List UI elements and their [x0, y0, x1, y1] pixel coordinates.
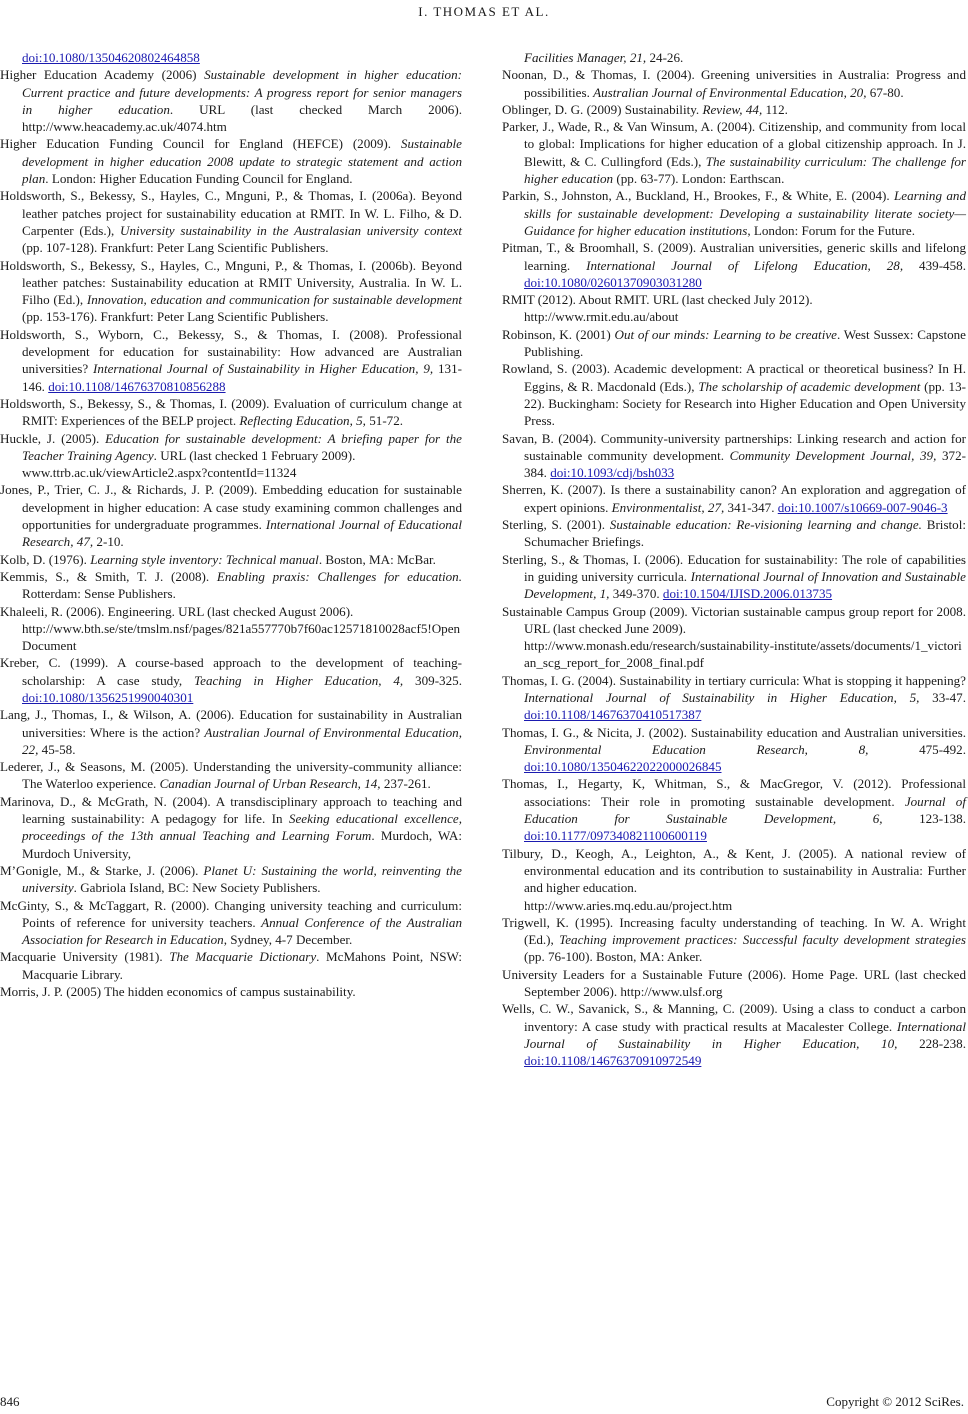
reference-text: Robinson, K. (2001) — [502, 326, 615, 342]
reference-text: Thomas, I. G., & Nicita, J. (2002). Sustainability education and Australian universities. — [502, 724, 966, 740]
reference-entry — [0, 862, 462, 897]
reference-italic-title: University sustainability in the Australasian university context — [120, 222, 463, 238]
reference-text: 112. — [762, 101, 788, 117]
reference-text: Sterling, S. (2001). — [502, 517, 610, 533]
doi-link[interactable]: doi:10.1080/1356251990040301 — [22, 689, 194, 705]
reference-text: Holdsworth, S., Bekessy, S., Hayles, C., Mnguni, P., & Thomas, I. (2006b). Beyond leather patches: Sustainability education at RMIT University, Australia. In W. L. Filho (Ed.), — [0, 257, 462, 308]
reference-text: Trigwell, K. (1995). Increasing faculty understanding of teaching. In W. A. Wright (Ed.), — [502, 914, 966, 948]
reference-entry — [0, 758, 462, 793]
reference-entry — [0, 481, 462, 550]
reference-text: Noonan, D., & Thomas, I. (2004). Greening universities in Australia: Progress and possibilities. — [502, 67, 966, 100]
reference-italic-title: Journal of Education for Sustainable Development, 6, — [524, 793, 966, 827]
reference-text: Sherren, K. (2007). Is there a sustainability canon? An exploration and aggregation of expert opinions. — [502, 482, 966, 515]
reference-text: Macquarie University (1981). — [0, 949, 170, 965]
reference-italic-title: International Journal of Lifelong Education, 28, — [586, 257, 904, 273]
reference-entry — [502, 724, 966, 776]
reference-entry — [0, 948, 462, 983]
reference-italic-title: Learning and skills for sustainable development: Developing a sustainability literate society—Guidance for higher education institutions — [524, 188, 966, 238]
reference-text: Savan, B. (2004). Community-university partnerships: Linking research and action for sustainable community development. — [502, 430, 966, 463]
reference-entry — [502, 845, 966, 897]
reference-text: RMIT (2012). About RMIT. URL (last checked July 2012). — [502, 292, 813, 308]
reference-text: 2-10. — [93, 534, 124, 550]
reference-text: Higher Education Funding Council for England (HEFCE) (2009). — [0, 136, 401, 152]
reference-entry — [0, 66, 462, 135]
reference-italic-title: Sustainable education: Re-visioning learning and change. — [609, 517, 922, 533]
reference-entry — [502, 775, 966, 844]
reference-text: University Leaders for a Sustainable Future (2006). Home Page. URL (last checked September 2006). http://www.ulsf.org — [502, 966, 966, 1000]
doi-link[interactable]: doi:10.1108/14676370910972549 — [524, 1053, 702, 1069]
reference-entry — [502, 360, 966, 429]
reference-text: Tilbury, D., Keogh, A., Leighton, A., & Kent, J. (2005). A national review of environmental education and its contribution to sustainability in Australia: Further and higher education. — [502, 845, 966, 896]
reference-text: Marinova, D., & McGrath, N. (2004). A transdisciplinary approach to teaching and learning sustainability: A pedagogy for life. In — [0, 793, 462, 827]
reference-text: 439-458. — [903, 257, 966, 273]
doi-link[interactable]: doi:10.1080/02601370903031280 — [524, 274, 702, 290]
reference-continuation — [0, 49, 462, 66]
reference-text: (pp. 107-128). Frankfurt: Peter Lang Scientific Publishers. — [22, 240, 329, 256]
reference-text: Sterling, S., & Thomas, I. (2006). Education for sustainability: The role of capabilities in guiding university curricula. — [502, 551, 966, 584]
doi-link[interactable]: doi:10.1080/13504620802464858 — [22, 50, 200, 65]
reference-url[interactable]: http://www.bth.se/ste/tmslm.nsf/pages/821a557770b7f60ac12571810028acf5!OpenDocument — [22, 620, 461, 654]
reference-entry — [502, 966, 966, 1001]
reference-italic-title: Community Development Journal, 39, — [729, 447, 937, 463]
reference-text: Huckle, J. (2005). — [0, 430, 106, 446]
reference-entry — [502, 66, 966, 101]
reference-text: Lederer, J., & Seasons, M. (2005). Understanding the university-community alliance: The Waterloo experience. — [0, 759, 462, 792]
reference-text: 33-47. — [919, 689, 966, 705]
reference-italic-title: Innovation, education and communication for sustainable development — [86, 292, 462, 308]
reference-text: , Sydney, 4-7 December. — [223, 932, 353, 948]
reference-entry — [502, 603, 966, 638]
reference-italic-title: International Journal of Sustainability in Higher Education, 9, — [93, 361, 434, 377]
reference-entry — [0, 326, 462, 395]
reference-text: Kolb, D. (1976). — [0, 551, 91, 567]
reference-italic-title: Sustainable development in higher education: Current practice and future developments: A progress report for senior managers in higher education — [22, 67, 462, 117]
references-left-column — [0, 49, 462, 1000]
reference-italic-title: Teaching in Higher Education, 4, — [194, 672, 404, 688]
reference-text: Parkin, S., Johnston, A., Buckland, H., Brookes, F., & White, E. (2004). — [502, 188, 895, 204]
reference-entry — [502, 481, 966, 516]
reference-entry — [502, 187, 966, 239]
reference-italic-title: Environmental Education Research, 8, — [524, 741, 869, 757]
reference-entry — [502, 672, 966, 724]
reference-continuation — [502, 49, 966, 66]
reference-entry — [502, 326, 966, 361]
copyright-notice: Copyright © 2012 SciRes. — [826, 1394, 964, 1409]
reference-text: Rotterdam: Sense Publishers. — [22, 586, 176, 602]
reference-italic-title: The scholarship of academic development — [698, 378, 921, 394]
reference-text: 67-80. — [866, 84, 904, 100]
reference-text: 51-72. — [365, 413, 404, 429]
reference-entry — [0, 395, 462, 430]
reference-entry — [0, 983, 462, 1000]
reference-entry — [0, 551, 462, 568]
doi-link[interactable]: doi:10.1504/IJISD.2006.013735 — [662, 586, 833, 602]
reference-italic-title: The Macquarie Dictionary — [169, 949, 317, 965]
reference-text: (pp. 13-22). Buckingham: Society for Research into Higher Education and Open University Press. — [524, 378, 966, 429]
reference-text: . London: Higher Education Funding Council for England. — [45, 171, 353, 187]
reference-italic-title: Planet U: Sustaining the world, reinventing the university — [22, 862, 462, 896]
reference-entry — [502, 101, 966, 118]
doi-link[interactable]: doi:10.1177/097340821100600119 — [524, 828, 707, 844]
reference-italic-title: Australian Journal of Environmental Education, 20, — [593, 84, 867, 100]
reference-italic-title: Australian Journal of Environmental Education, 22, — [22, 724, 463, 757]
running-head: I. THOMAS ET AL. — [418, 4, 550, 19]
reference-text: 341-347. — [724, 499, 778, 515]
reference-text: 475-492. — [868, 741, 966, 757]
reference-text: M’Gonigle, M., & Starke, J. (2006). — [0, 862, 204, 878]
reference-entry — [502, 291, 966, 308]
reference-text: . Boston, MA: McBar. — [318, 551, 436, 567]
doi-link[interactable]: doi:10.1108/14676370410517387 — [524, 707, 702, 723]
reference-entry — [0, 793, 462, 862]
reference-entry — [502, 118, 966, 187]
reference-text: (pp. 153-176). Frankfurt: Peter Lang Scientific Publishers. — [22, 309, 329, 325]
reference-text: McGinty, S., & McTaggart, R. (2000). Changing university teaching and curriculum: Points of reference for university teachers. — [0, 897, 462, 930]
reference-italic-title: Seeking educational excellence, proceedings of the 13th annual Teaching and Learning Forum — [22, 811, 462, 844]
reference-text: (pp. 76-100). Boston, MA: Anker. — [524, 949, 703, 965]
reference-text: Holdsworth, S., Wyborn, C., Bekessy, S., & Thomas, I. (2008). Professional development for education for sustainability: How advanced are Australian universities? — [0, 326, 462, 377]
reference-text: Jones, P., Trier, C. J., & Richards, J. P. (2009). Embedding education for sustainable development in higher education: A case study examining common challenges and opportunities for undergraduate programmes. — [0, 482, 462, 533]
reference-text: Oblinger, D. G. (2009) Sustainability. — [502, 101, 703, 117]
reference-text: , London: Forum for the Future. — [747, 222, 915, 238]
reference-entry — [0, 187, 462, 256]
reference-entry — [502, 914, 966, 966]
reference-text: . URL (last checked March 2006). http://www.heacademy.ac.uk/4074.htm — [22, 101, 462, 135]
reference-text: Bristol: Schumacher Briefings. — [524, 517, 967, 550]
reference-text: 309-325. — [403, 672, 462, 688]
doi-link[interactable]: doi:10.1093/cdj/bsh033 — [550, 465, 675, 481]
reference-entry — [502, 430, 966, 482]
doi-link[interactable]: doi:10.1080/13504622022000026845 — [524, 759, 722, 775]
reference-text: 228-238. — [897, 1035, 966, 1051]
doi-link[interactable]: doi:10.1108/14676370810856288 — [48, 378, 226, 394]
reference-url[interactable]: http://www.aries.mq.edu.au/project.htm — [524, 897, 733, 913]
reference-italic-title: International Journal of Educational Research, 47, — [22, 517, 462, 550]
reference-entry — [502, 551, 966, 603]
reference-italic-title: Reflecting Education, 5, — [239, 413, 366, 429]
reference-text: 131-146. — [22, 361, 463, 394]
reference-italic-title: Enabling praxis: Challenges for education. — [216, 568, 462, 584]
reference-text: Morris, J. P. (2005) The hidden economics of campus sustainability. — [0, 984, 356, 1000]
reference-entry — [502, 1000, 966, 1069]
reference-text: Wells, C. W., Savanick, S., & Manning, C. (2009). Using a class to conduct a carbon inventory: A case study with practical results at Macalester College. — [502, 1001, 966, 1034]
reference-text: . URL (last checked 1 February 2009). — [153, 447, 356, 463]
reference-italic-title: Education for sustainable development: A briefing paper for the Teacher Training Agency — [22, 430, 462, 463]
reference-text: . McMahons Point, NSW: Macquarie Library. — [22, 949, 462, 982]
reference-entry — [0, 603, 462, 620]
page-number: 846 — [0, 1394, 20, 1409]
reference-text: Thomas, I., Hegarty, K, Whitman, S., & MacGregor, V. (2012). Professional associations: Their role in promoting sustainable development. — [502, 776, 966, 809]
reference-text: 24-26. — [646, 50, 684, 65]
reference-url[interactable]: http://www.rmit.edu.au/about — [524, 309, 679, 325]
reference-text: Khaleeli, R. (2006). Engineering. URL (last checked August 2006). — [0, 603, 354, 619]
reference-text: Lang, J., Thomas, I., & Wilson, A. (2006). Education for sustainability in Australian universities: Where is the action? — [0, 707, 462, 740]
reference-text: Thomas, I. G. (2004). Sustainability in tertiary curricula: What is stopping it happening? — [502, 672, 966, 688]
reference-italic-title: Sustainable development in higher education 2008 update to strategic statement and action plan — [22, 136, 462, 187]
reference-text: Pitman, T., & Broomhall, S. (2009). Australian universities, generic skills and lifelong learning. — [502, 240, 966, 273]
reference-italic-title: International Journal of Sustainability in Higher Education, 5, — [524, 689, 920, 705]
reference-italic-title: Out of our minds: Learning to be creative — [614, 326, 837, 342]
reference-text: 349-370. — [609, 586, 663, 602]
reference-text: . Gabriola Island, BC: New Society Publishers. — [73, 880, 321, 896]
reference-italic-title: International Journal of Sustainability in Higher Education, 10, — [524, 1018, 966, 1051]
reference-text: Parker, J., Wade, R., & Van Winsum, A. (2004). Citizenship, and community from local to global: Implications for higher education of a global citizenship approach. In J. Blewitt, & C. Cullingford (Eds.), — [502, 119, 966, 169]
reference-italic-title: International Journal of Innovation and Sustainable Development, 1, — [524, 568, 966, 602]
references-right-column — [502, 49, 966, 1070]
reference-entry — [0, 257, 462, 326]
reference-italic-title: Facilities Manager, 21, — [524, 50, 647, 65]
reference-entry — [502, 516, 966, 551]
reference-italic-title: Review, 44, — [702, 101, 763, 117]
reference-italic-title: Teaching improvement practices: Successful faculty development strategies — [559, 932, 966, 948]
reference-text: 45-58. — [38, 741, 76, 757]
reference-text: 372-384. — [524, 447, 966, 481]
reference-text: . Murdoch, WA: Murdoch University, — [22, 828, 463, 861]
reference-entry — [0, 654, 462, 706]
reference-url[interactable]: http://www.monash.edu/research/sustainability-institute/assets/documents/1_victorian_scg_report_for_2008_final.pdf — [524, 638, 962, 671]
reference-entry — [0, 430, 462, 465]
reference-text: Rowland, S. (2003). Academic development: A practical or theoretical business? In H. Eggins, & R. Macdonald (Eds.), — [502, 361, 966, 394]
reference-text: (pp. 63-77). London: Earthscan. — [613, 171, 785, 187]
reference-italic-title: Annual Conference of the Australian Association for Research in Education — [22, 914, 462, 948]
reference-italic-title: Environmentalist, 27, — [611, 499, 725, 515]
reference-entry — [502, 239, 966, 291]
reference-text: 237-261. — [380, 776, 431, 792]
reference-italic-title: Canadian Journal of Urban Research, 14, — [159, 776, 381, 792]
reference-text: Holdsworth, S., Bekessy, S., & Thomas, I. (2009). Evaluation of curriculum change at RMIT: Experiences of the BELP project. — [0, 395, 462, 429]
reference-text: 123-138. — [882, 811, 966, 827]
reference-text: . West Sussex: Capstone Publishing. — [524, 326, 966, 360]
reference-italic-title: The sustainability curriculum: The challenge for higher education — [524, 153, 966, 187]
reference-text: Kemmis, S., & Smith, T. J. (2008). — [0, 568, 217, 584]
reference-entry — [0, 706, 462, 758]
reference-italic-title: Learning style inventory: Technical manual — [90, 551, 319, 567]
reference-entry — [0, 568, 462, 603]
reference-text: Kreber, C. (1999). A course-based approach to the development of teaching-scholarship: A case study, — [0, 655, 462, 688]
reference-entry — [0, 897, 462, 949]
reference-text: Higher Education Academy (2006) — [0, 67, 205, 83]
reference-text: Holdsworth, S., Bekessy, S., Hayles, C., Mnguni, P., & Thomas, I. (2006a). Beyond leather patches project for sustainability education at RMIT. In W. L. Filho, & D. Carpenter (Eds.), — [0, 188, 462, 238]
doi-link[interactable]: doi:10.1007/s10669-007-9046-3 — [777, 499, 948, 515]
reference-entry — [0, 135, 462, 187]
reference-url[interactable]: www.ttrb.ac.uk/viewArticle2.aspx?contentId=11324 — [22, 465, 297, 481]
reference-text: Sustainable Campus Group (2009). Victorian sustainable campus group report for 2008. URL (last checked June 2009). — [502, 603, 966, 636]
